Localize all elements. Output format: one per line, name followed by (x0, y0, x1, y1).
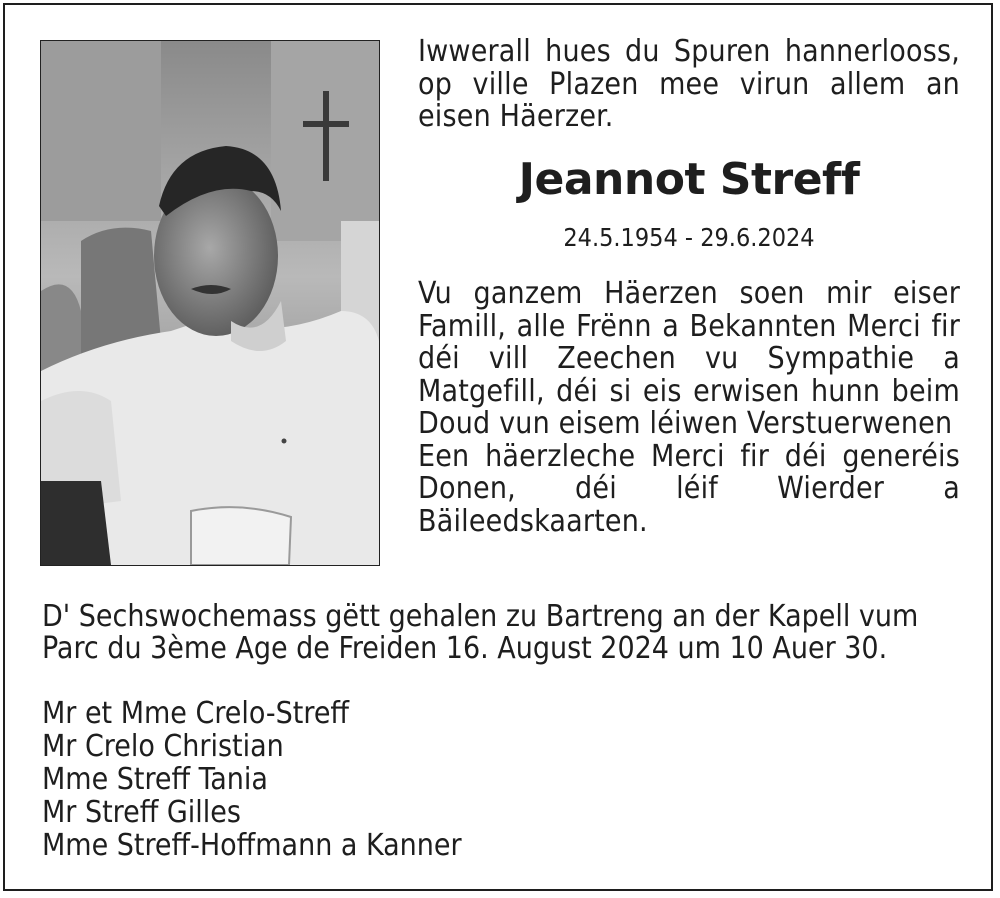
signer-item: Mr Crelo Christian (42, 729, 284, 764)
deceased-name: Jeannot Streff (518, 154, 860, 205)
mass-line-2: Parc du 3ème Age de Freiden 16. August 2024 um 10 Auer 30. (42, 631, 888, 666)
life-dates: 24.5.1954 - 29.6.2024 (563, 223, 815, 252)
signer-item: Mme Streff Tania (42, 762, 268, 797)
thanks-paragraph: Vu ganzem Häerzen soen mir eiser Famill, alle Frënn a Bekannten Merci fir déi vill Zeechen vu Sympathie a Matgefill, déi si eis erwisen hunn beim Doud vun eisem léiwen Verstuerwenen (418, 276, 960, 441)
donations-paragraph: Een häerzleche Merci fir déi generéis Donen, déi léif Wierder a Bäileedskaarten. (418, 438, 960, 539)
family-signers (42, 697, 462, 862)
portrait-photo (40, 40, 380, 566)
signer-item: Mr Streff Gilles (42, 795, 241, 830)
mass-announcement (42, 601, 962, 665)
mass-line-1: D' Sechswochemass gëtt gehalen zu Bartreng an der Kapell vum (42, 599, 919, 634)
signer-item: Mme Streff-Hoffmann a Kanner (42, 828, 462, 863)
thanks-text (418, 278, 960, 538)
signer-item: Mr et Mme Crelo-Streff (42, 696, 350, 731)
intro-verse: Iwwerall hues du Spuren hannerlooss, op ville Plazen mee virun allem an eisen Häerzer. (418, 34, 960, 134)
